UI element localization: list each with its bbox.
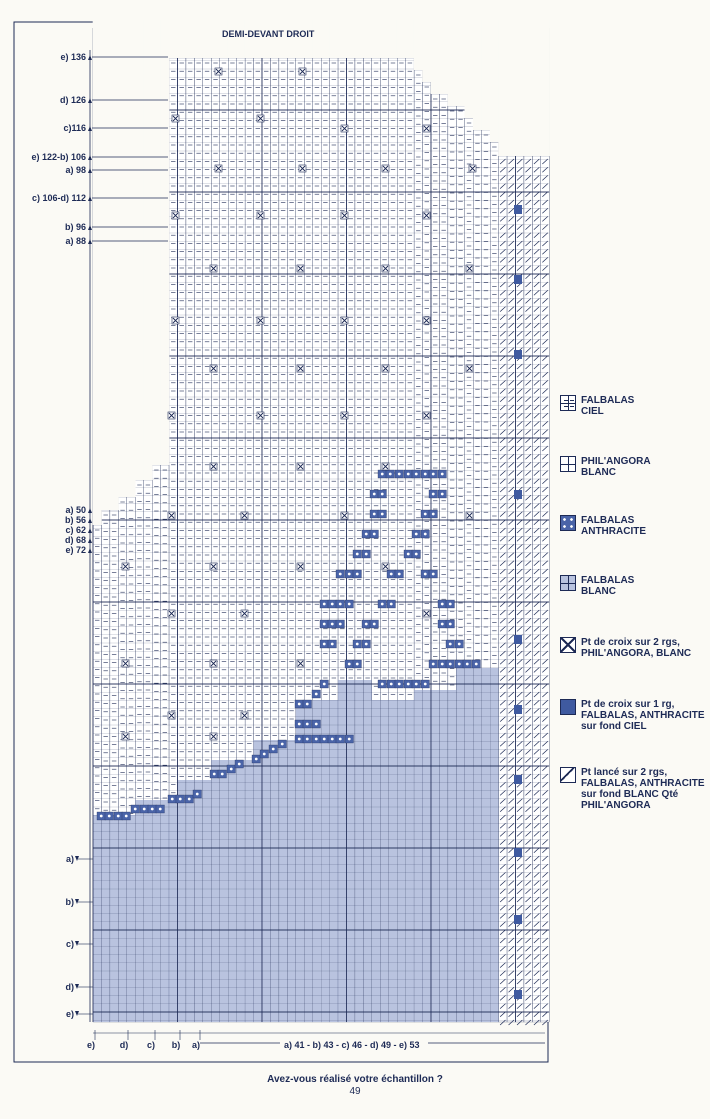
blanc-region xyxy=(389,700,397,1022)
anthracite-dot xyxy=(373,533,376,536)
anthracite-dot xyxy=(117,815,120,818)
anthracite-dot xyxy=(441,623,444,626)
blanc-region xyxy=(347,680,355,1022)
size-mark-bottom: d) xyxy=(119,1040,129,1050)
footer-question: Avez-vous réalisé votre échantillon ? xyxy=(267,1074,443,1085)
chart-mask xyxy=(541,20,550,156)
blanc-region xyxy=(110,815,118,1022)
anthracite-dot xyxy=(390,683,393,686)
blanc-region xyxy=(228,760,236,1022)
anthracite-dot xyxy=(331,603,334,606)
down-arrow-icon xyxy=(75,941,79,946)
legend-item-cross-stitch-2 xyxy=(560,637,691,659)
anthracite-dot xyxy=(424,513,427,516)
chart-mask xyxy=(321,20,330,58)
row-label: b) 96 xyxy=(64,222,86,232)
anthracite-dot xyxy=(348,603,351,606)
row-label: e) 136 xyxy=(60,52,86,62)
row-label: a) 88 xyxy=(65,236,86,246)
row-label: e) 72 xyxy=(65,545,86,555)
blanc-region xyxy=(169,800,177,1022)
blanc-region xyxy=(456,668,464,1022)
blanc-region xyxy=(237,760,245,1022)
anthracite-dot xyxy=(238,763,241,766)
row-label: c) 106-d) 112 xyxy=(31,193,86,203)
chart-mask xyxy=(118,20,127,497)
anthracite-dot xyxy=(432,513,435,516)
down-arrow-icon xyxy=(75,1011,79,1016)
anthracite-dot xyxy=(315,693,318,696)
chart-mask xyxy=(228,20,237,58)
falbalas-anthracite-icon xyxy=(560,515,576,531)
grid-column xyxy=(541,156,549,1022)
legend-label: Pt de croix sur 1 rg, FALBALAS, ANTHRACITE sur fond CIEL xyxy=(581,699,705,732)
chart-mask xyxy=(456,20,465,106)
anthracite-dot xyxy=(424,573,427,576)
filled-stitch xyxy=(514,848,522,857)
anthracite-dot xyxy=(441,603,444,606)
blanc-region xyxy=(220,760,228,1022)
anthracite-dot xyxy=(306,738,309,741)
row-label: c) 62 xyxy=(65,525,86,535)
chart-mask xyxy=(388,20,397,58)
anthracite-dot xyxy=(323,643,326,646)
filled-stitch xyxy=(514,915,522,924)
size-mark-left: b) xyxy=(65,897,74,907)
blanc-region xyxy=(178,780,186,1022)
row-label: b) 56 xyxy=(64,515,86,525)
anthracite-dot xyxy=(449,623,452,626)
blanc-region xyxy=(473,668,481,1022)
chart-title: DEMI-DEVANT DROIT xyxy=(222,29,315,39)
legend-item-cross-stitch-1 xyxy=(560,699,705,732)
blanc-region xyxy=(203,780,211,1022)
row-label: c)116 xyxy=(63,123,86,133)
legend-item-falbalas-ciel xyxy=(560,395,634,417)
anthracite-dot xyxy=(466,663,469,666)
chart-mask xyxy=(203,20,212,58)
diagonal-stitch-icon xyxy=(560,767,576,783)
chart-mask xyxy=(355,20,364,58)
anthracite-dot xyxy=(323,603,326,606)
anthracite-dot xyxy=(323,738,326,741)
anthracite-dot xyxy=(432,573,435,576)
chart-mask xyxy=(143,20,152,480)
blanc-region xyxy=(363,680,371,1022)
anthracite-dot xyxy=(365,623,368,626)
anthracite-dot xyxy=(356,573,359,576)
anthracite-dot xyxy=(365,643,368,646)
anthracite-dot xyxy=(339,573,342,576)
anthracite-dot xyxy=(339,738,342,741)
blanc-region xyxy=(245,760,253,1022)
filled-stitch xyxy=(514,990,522,999)
chart-mask xyxy=(532,20,541,156)
chart-mask xyxy=(127,20,136,497)
anthracite-dot xyxy=(348,738,351,741)
anthracite-dot xyxy=(415,533,418,536)
legend-label: FALBALAS CIEL xyxy=(581,395,635,417)
chart-mask xyxy=(169,20,178,58)
size-mark-left: d) xyxy=(65,982,74,992)
legend-item-phil-angora-blanc xyxy=(560,456,651,478)
anthracite-dot xyxy=(415,553,418,556)
blanc-region xyxy=(321,700,329,1022)
size-mark-left: a) xyxy=(65,854,74,864)
anthracite-dot xyxy=(356,553,359,556)
anthracite-dot xyxy=(315,723,318,726)
blanc-region xyxy=(118,815,126,1022)
filled-stitch xyxy=(514,350,522,359)
anthracite-dot xyxy=(315,738,318,741)
anthracite-dot xyxy=(365,533,368,536)
anthracite-dot xyxy=(441,663,444,666)
chart-mask xyxy=(439,20,448,94)
blanc-region xyxy=(304,700,312,1022)
anthracite-dot xyxy=(407,553,410,556)
falbalas-ciel-icon xyxy=(560,395,576,411)
filled-stitch xyxy=(514,490,522,499)
chart-mask xyxy=(490,20,499,142)
chart-mask xyxy=(338,20,347,58)
anthracite-dot xyxy=(188,798,191,801)
blanc-region xyxy=(465,668,473,1022)
anthracite-dot xyxy=(449,643,452,646)
size-mark-bottom: c) xyxy=(146,1040,156,1050)
anthracite-dot xyxy=(389,473,392,476)
anthracite-dot xyxy=(255,758,258,761)
anthracite-dot xyxy=(159,808,162,811)
phil-angora-blanc-icon xyxy=(560,456,576,472)
anthracite-dot xyxy=(381,683,384,686)
anthracite-dot xyxy=(458,643,461,646)
anthracite-dot xyxy=(449,603,452,606)
grid-column xyxy=(524,156,532,1022)
chart-mask xyxy=(135,20,144,480)
anthracite-dot xyxy=(331,623,334,626)
grid-column xyxy=(507,156,515,1022)
anthracite-dot xyxy=(373,513,376,516)
anthracite-dot xyxy=(381,603,384,606)
down-arrow-icon xyxy=(75,899,79,904)
blanc-region xyxy=(101,815,109,1022)
size-mark-bottom: b) xyxy=(171,1040,181,1050)
anthracite-dot xyxy=(298,723,301,726)
grid-column xyxy=(516,156,524,1022)
blanc-region xyxy=(423,690,431,1022)
anthracite-dot xyxy=(348,663,351,666)
anthracite-dot xyxy=(179,798,182,801)
chart-mask xyxy=(405,20,414,58)
anthracite-dot xyxy=(381,493,384,496)
anthracite-dot xyxy=(398,473,401,476)
anthracite-dot xyxy=(331,738,334,741)
chart-mask xyxy=(448,20,457,106)
size-mark-left: c) xyxy=(65,939,74,949)
chart-mask xyxy=(431,20,440,94)
chart-mask xyxy=(515,20,524,156)
anthracite-dot xyxy=(441,493,444,496)
blanc-region xyxy=(194,780,202,1022)
down-arrow-icon xyxy=(75,984,79,989)
blanc-region xyxy=(296,700,304,1022)
chart-mask xyxy=(194,20,203,58)
anthracite-dot xyxy=(306,723,309,726)
anthracite-dot xyxy=(356,663,359,666)
chart-mask xyxy=(287,20,296,58)
anthracite-dot xyxy=(298,703,301,706)
chart-mask xyxy=(481,20,490,130)
chart-mask xyxy=(329,20,338,58)
chart-mask xyxy=(270,20,279,58)
anthracite-dot xyxy=(108,815,111,818)
anthracite-dot xyxy=(407,473,410,476)
chart-mask xyxy=(312,20,321,58)
anthracite-dot xyxy=(339,623,342,626)
anthracite-dot xyxy=(381,473,384,476)
anthracite-dot xyxy=(373,623,376,626)
down-arrow-icon xyxy=(75,856,79,861)
filled-stitch xyxy=(514,635,522,644)
blanc-region xyxy=(127,815,135,1022)
chart-mask xyxy=(279,20,288,58)
chart-mask xyxy=(186,20,195,58)
blanc-region xyxy=(186,780,194,1022)
chart-mask xyxy=(219,20,228,58)
legend-label: PHIL'ANGORA BLANC xyxy=(581,456,651,478)
chart-mask xyxy=(524,20,533,156)
blanc-region xyxy=(211,760,219,1022)
chart-mask xyxy=(346,20,355,58)
row-label: a) 50 xyxy=(65,505,86,515)
chart-mask xyxy=(101,20,110,510)
chart-mask xyxy=(296,20,305,58)
blanc-region xyxy=(313,700,321,1022)
legend-item-falbalas-blanc xyxy=(560,575,634,597)
anthracite-dot xyxy=(449,663,452,666)
anthracite-dot xyxy=(398,573,401,576)
row-label: a) 98 xyxy=(65,165,86,175)
size-mark-left: e) xyxy=(65,1009,74,1019)
chart-mask xyxy=(372,20,381,58)
anthracite-dot xyxy=(424,683,427,686)
legend-item-long-stitch xyxy=(560,767,705,811)
anthracite-dot xyxy=(475,663,478,666)
anthracite-dot xyxy=(151,808,154,811)
chart-mask xyxy=(304,20,313,58)
chart-mask xyxy=(262,20,271,58)
anthracite-dot xyxy=(390,573,393,576)
anthracite-dot xyxy=(432,493,435,496)
chart-mask xyxy=(507,20,516,156)
anthracite-dot xyxy=(298,738,301,741)
blanc-region xyxy=(397,700,405,1022)
blanc-region xyxy=(135,800,143,1022)
page-number: 49 xyxy=(349,1086,361,1097)
blanc-region xyxy=(448,690,456,1022)
blanc-region xyxy=(372,700,380,1022)
blanc-region xyxy=(144,800,152,1022)
anthracite-dot xyxy=(263,753,266,756)
falbalas-blanc-icon xyxy=(560,575,576,591)
anthracite-dot xyxy=(134,808,137,811)
chart-mask xyxy=(465,20,474,118)
row-label: e) 122-b) 106 xyxy=(31,152,86,162)
chart-mask xyxy=(152,20,161,465)
blanc-region xyxy=(93,815,101,1022)
anthracite-dot xyxy=(348,573,351,576)
size-mark-bottom: a) xyxy=(191,1040,201,1050)
chart-mask xyxy=(160,20,169,465)
filled-stitch xyxy=(514,775,522,784)
row-label: d) 126 xyxy=(59,95,86,105)
chart-mask xyxy=(422,20,431,82)
chart-mask xyxy=(414,20,423,70)
anthracite-dot xyxy=(221,773,224,776)
legend-item-falbalas-anthracite xyxy=(560,515,646,537)
blanc-region xyxy=(406,700,414,1022)
chart-mask xyxy=(253,20,262,58)
anthracite-dot xyxy=(390,603,393,606)
legend-label: Pt de croix sur 2 rgs, PHIL'ANGORA, BLANC xyxy=(581,637,692,659)
anthracite-dot xyxy=(415,473,418,476)
blanc-region xyxy=(338,680,346,1022)
filled-stitch xyxy=(514,275,522,284)
anthracite-dot xyxy=(432,663,435,666)
anthracite-dot xyxy=(196,793,199,796)
chart-mask xyxy=(110,20,119,510)
anthracite-dot xyxy=(125,815,128,818)
cross-stitch-icon xyxy=(560,637,576,653)
legend-label: Pt lancé sur 2 rgs, FALBALAS, ANTHRACITE sur fond BLANC Qté PHIL'ANGORA xyxy=(581,767,705,811)
blanc-region xyxy=(355,680,363,1022)
anthracite-dot xyxy=(331,643,334,646)
anthracite-dot xyxy=(323,623,326,626)
anthracite-dot xyxy=(323,683,326,686)
chart-mask xyxy=(397,20,406,58)
chart-mask xyxy=(363,20,372,58)
legend-label: FALBALAS BLANC xyxy=(581,575,635,597)
anthracite-dot xyxy=(373,493,376,496)
filled-stitch xyxy=(514,705,522,714)
chart-mask xyxy=(211,20,220,58)
blanc-region xyxy=(490,668,498,1022)
anthracite-dot xyxy=(415,683,418,686)
anthracite-dot xyxy=(100,815,103,818)
blanc-region xyxy=(380,700,388,1022)
anthracite-dot xyxy=(381,513,384,516)
chart-mask xyxy=(473,20,482,130)
chart-mask xyxy=(245,20,254,58)
chart-mask xyxy=(177,20,186,58)
grid-column xyxy=(532,156,540,1022)
chart-mask xyxy=(498,20,507,156)
legend-label: FALBALAS ANTHRACITE xyxy=(581,515,646,537)
chart-mask xyxy=(236,20,245,58)
blanc-region xyxy=(431,690,439,1022)
size-mark-bottom: e) xyxy=(86,1040,96,1050)
grid-column xyxy=(499,156,507,1022)
blanc-region xyxy=(161,800,169,1022)
blanc-region xyxy=(330,700,338,1022)
blanc-region xyxy=(152,800,160,1022)
blanc-region xyxy=(414,690,422,1022)
anthracite-dot xyxy=(398,683,401,686)
anthracite-dot xyxy=(424,473,427,476)
anthracite-dot xyxy=(272,748,275,751)
blanc-region xyxy=(482,668,490,1022)
anthracite-dot xyxy=(171,798,174,801)
anthracite-dot xyxy=(356,643,359,646)
anthracite-dot xyxy=(407,683,410,686)
blanc-region xyxy=(439,690,447,1022)
filled-square-icon xyxy=(560,699,576,715)
bottom-width-label: a) 41 - b) 43 - c) 46 - d) 49 - e) 53 xyxy=(284,1040,420,1050)
row-label: d) 68 xyxy=(64,535,86,545)
anthracite-dot xyxy=(458,663,461,666)
anthracite-dot xyxy=(306,703,309,706)
anthracite-dot xyxy=(432,473,435,476)
anthracite-dot xyxy=(365,553,368,556)
anthracite-dot xyxy=(441,473,444,476)
anthracite-dot xyxy=(143,808,146,811)
anthracite-dot xyxy=(213,773,216,776)
anthracite-dot xyxy=(424,533,427,536)
chart-mask xyxy=(380,20,389,58)
filled-stitch xyxy=(514,205,522,214)
anthracite-dot xyxy=(230,768,233,771)
anthracite-dot xyxy=(281,743,284,746)
anthracite-dot xyxy=(339,603,342,606)
chart-mask xyxy=(93,20,102,525)
